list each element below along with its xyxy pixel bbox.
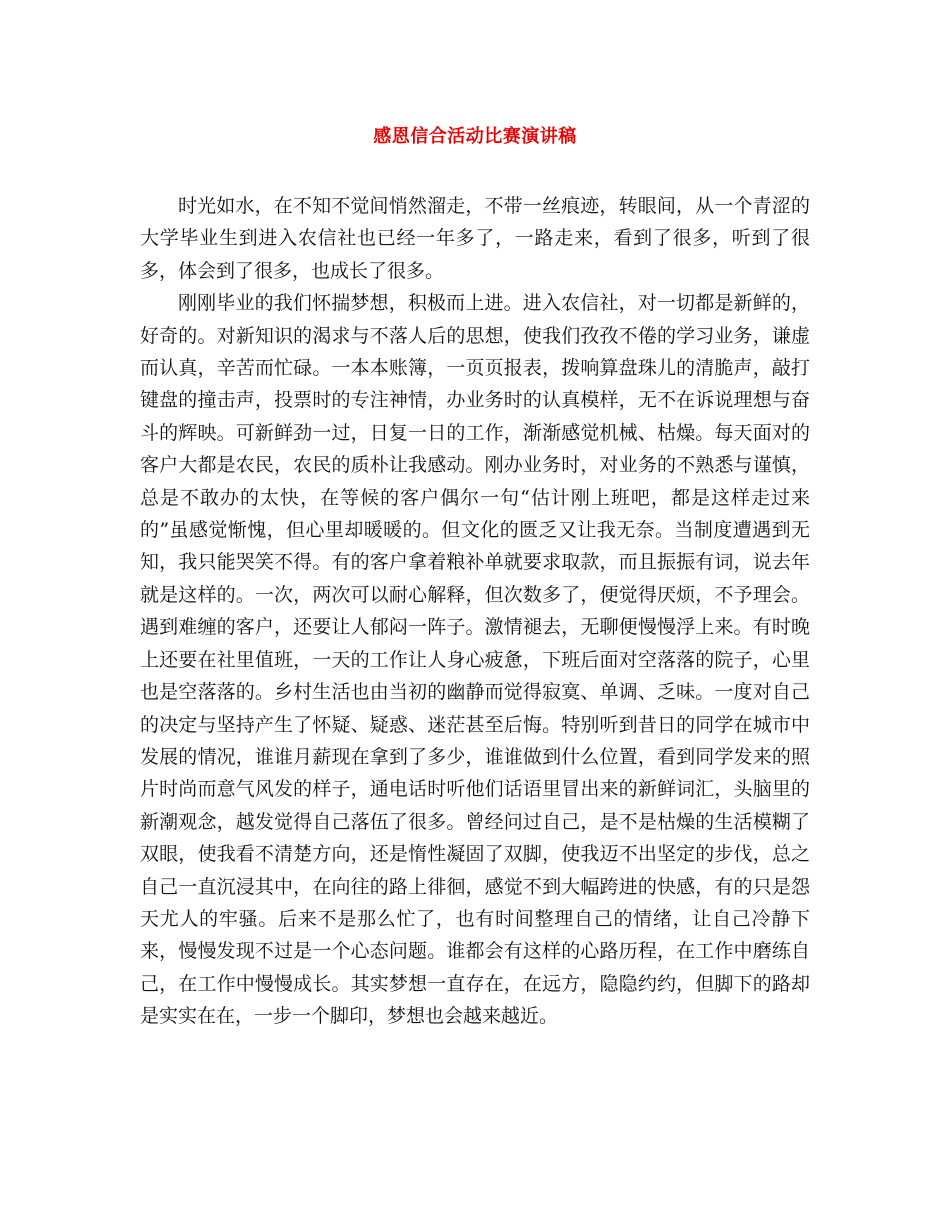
document-body [140,190,810,1033]
document-title: 感恩信合活动比赛演讲稿 [373,126,577,147]
paragraph: 刚刚毕业的我们怀揣梦想，积极而上进。进入农信社，对一切都是新鲜的，好奇的。对新知识的渴求与不落人后的思想，使我们孜孜不倦的学习业务，谦虚而认真，辛苦而忙碌。一本本账簿，一页页报表，拨响算盘珠儿的清脆声，敲打键盘的撞击声，投票时的专注神情，办业务时的认真模样，无不在诉说理想与奋斗的辉映。可新鲜劲一过，日复一日的工作，渐渐感觉机械、枯燥。每天面对的客户大都是农民，农民的质朴让我感动。刚办业务时，对业务的不熟悉与谨慎，总是不敢办的太快，在等候的客户偶尔一句“估计刚上班吧，都是这样走过来的”虽感觉惭愧，但心里却暖暖的。但文化的匮乏又让我无奈。当制度遭遇到无知，我只能哭笑不得。有的客户拿着粮补单就要求取款，而且振振有词，说去年就是这样的。一次，两次可以耐心解释，但次数多了，便觉得厌烦，不予理会。遇到难缠的客户，还要让人郁闷一阵子。激情褪去，无聊便慢慢浮上来。有时晚上还要在社里值班，一天的工作让人身心疲惫，下班后面对空落落的院子，心里也是空落落的。乡村生活也由当初的幽静而觉得寂寞、单调、乏味。一度对自己的决定与坚持产生了怀疑、疑惑、迷茫甚至后悔。特别听到昔日的同学在城市中发展的情况，谁谁月薪现在拿到了多少，谁谁做到什么位置，看到同学发来的照片时尚而意气风发的样子，通电话时听他们话语里冒出来的新鲜词汇，头脑里的新潮观念，越发觉得自己落伍了很多。曾经问过自己，是不是枯燥的生活模糊了双眼，使我看不清楚方向，还是惰性凝固了双脚，使我迈不出坚定的步伐，总之自己一直沉浸其中，在向往的路上徘徊，感觉不到大幅跨进的快感，有的只是怨天尤人的牢骚。后来不是那么忙了，也有时间整理自己的情绪，让自己冷静下来，慢慢发现不过是一个心态问题。谁都会有这样的心路历程，在工作中磨练自己，在工作中慢慢成长。其实梦想一直存在，在远方，隐隐约约，但脚下的路却是实实在在，一步一个脚印，梦想也会越来越近。 [140,292,810,1028]
paragraph: 时光如水，在不知不觉间悄然溜走，不带一丝痕迹，转眼间，从一个青涩的大学毕业生到进入农信社也已经一年多了，一路走来，看到了很多，听到了很多，体会到了很多，也成长了很多。 [140,195,810,282]
